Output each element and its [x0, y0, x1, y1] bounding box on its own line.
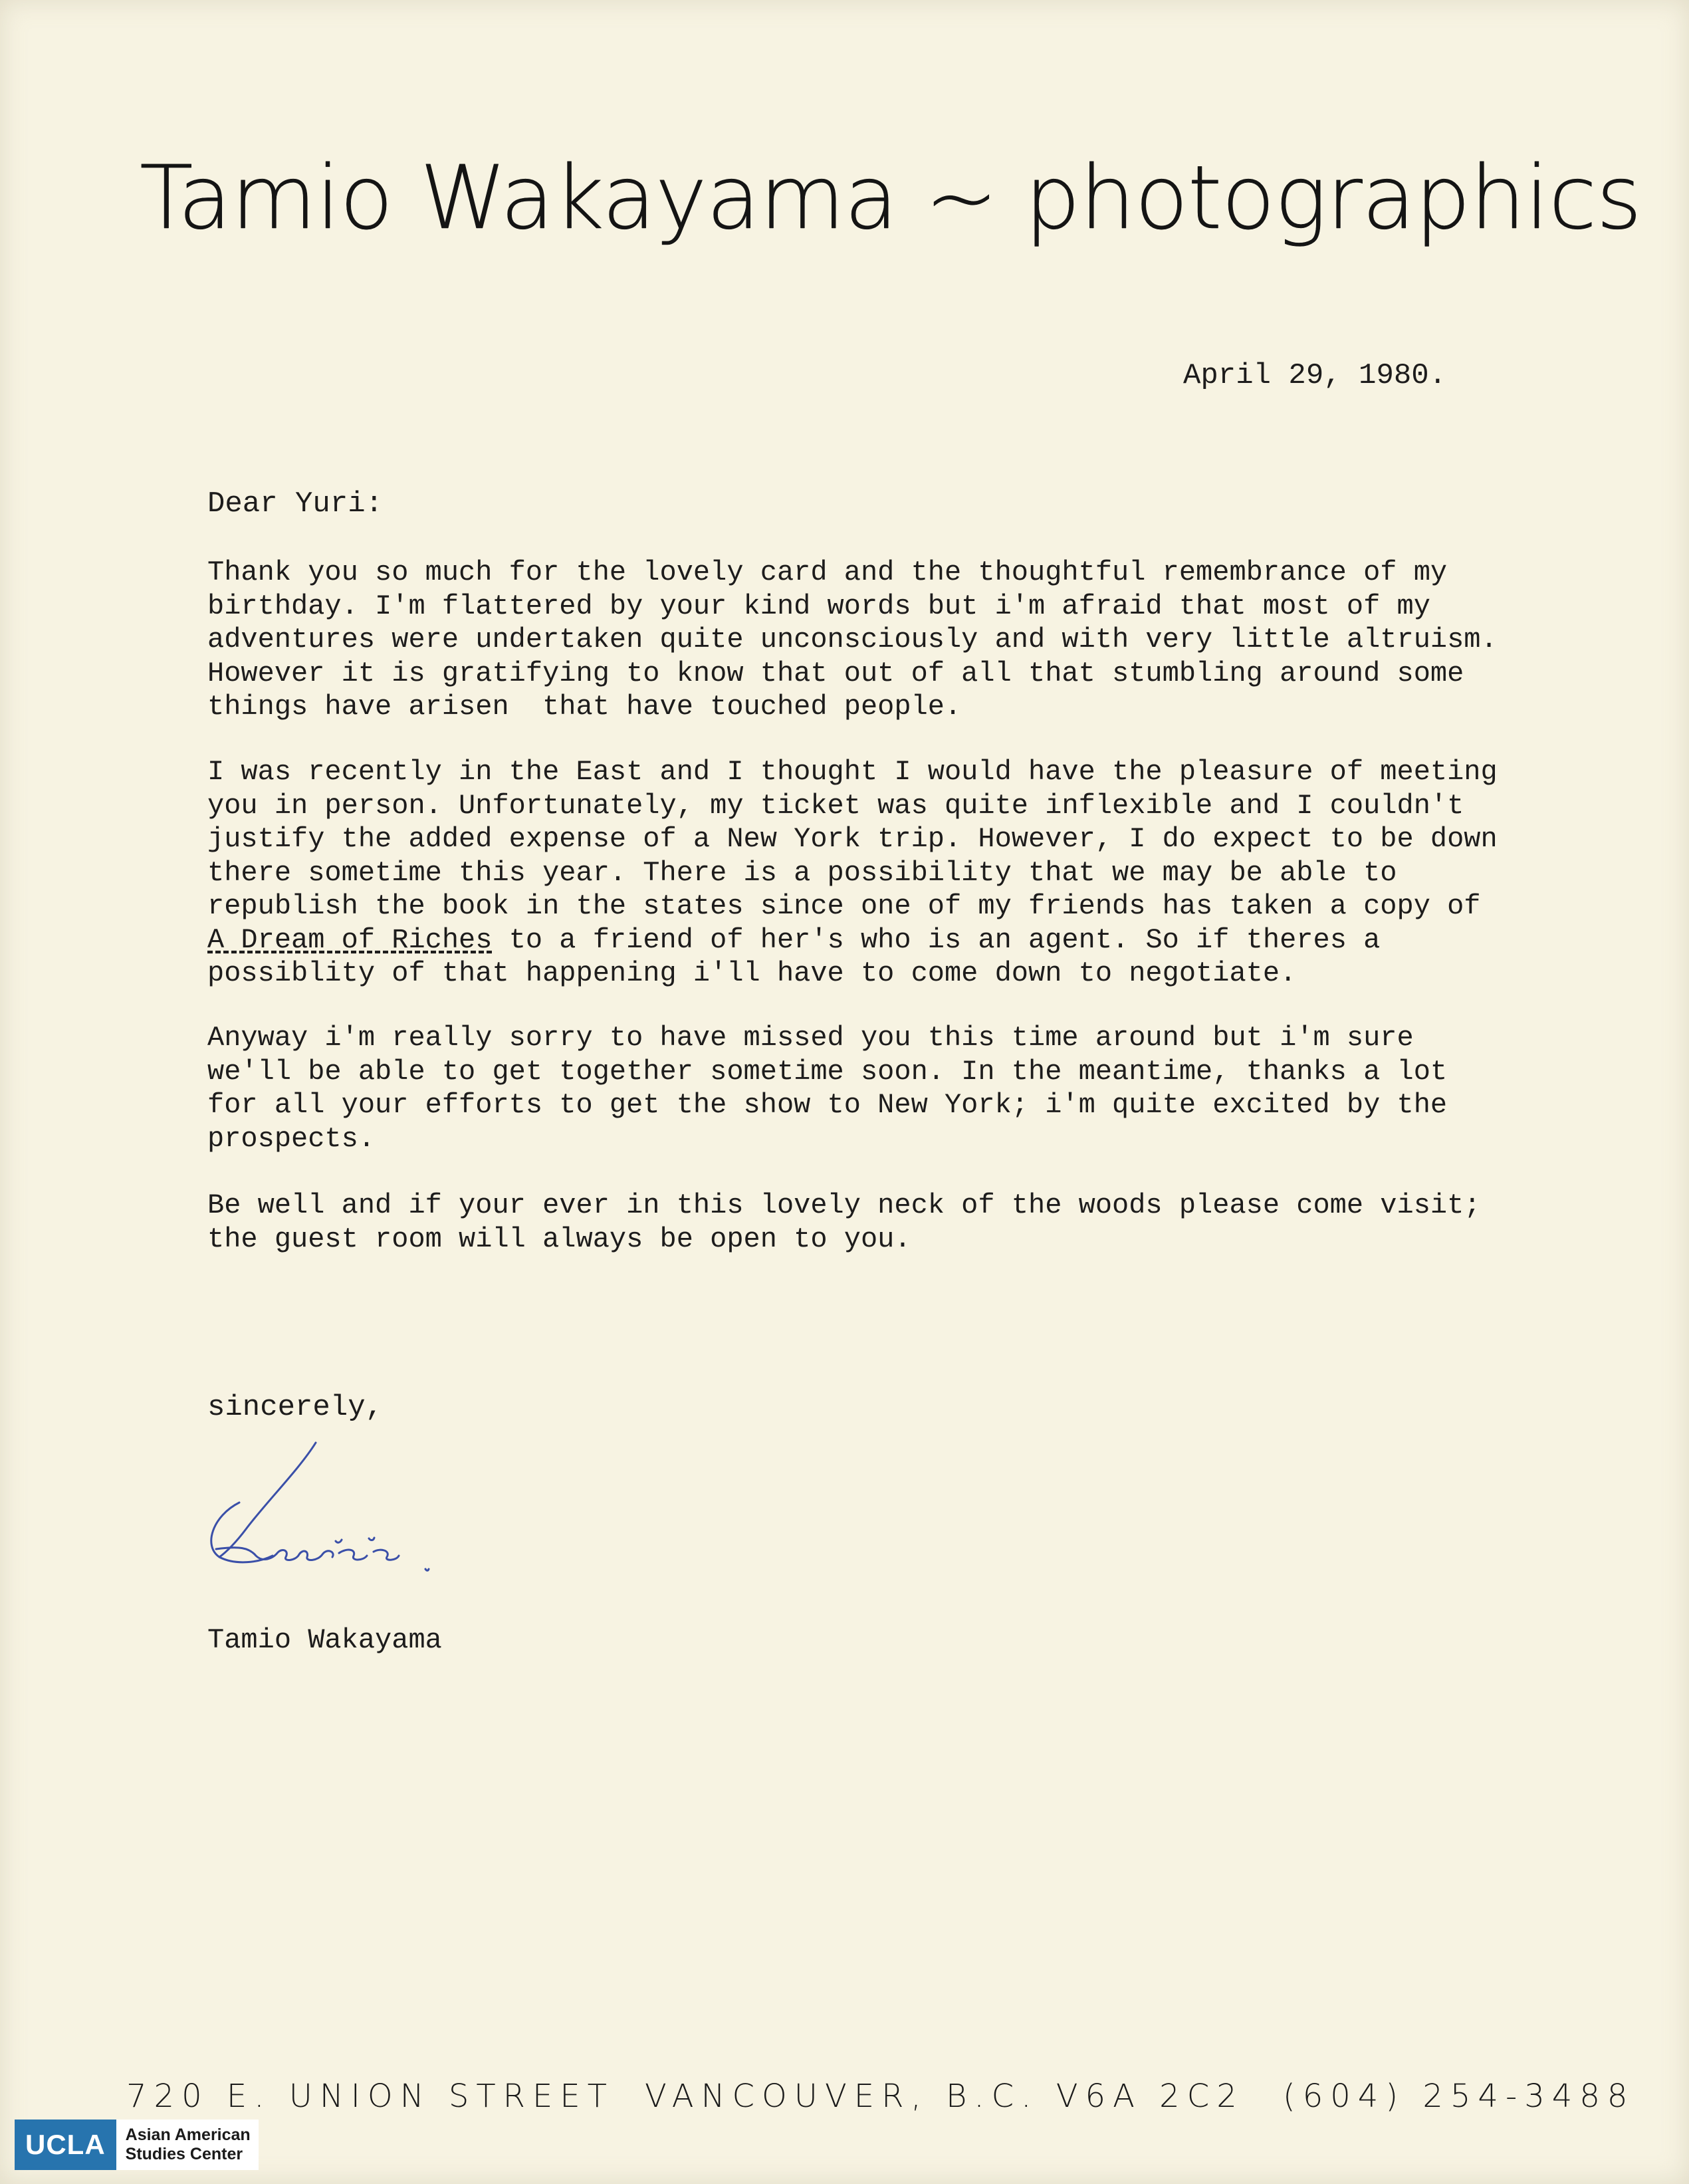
center-name: Asian American Studies Center	[125, 2125, 251, 2163]
book-title: A Dream of Riches	[207, 923, 493, 956]
paragraph-2-line7: possiblity of that happening i'll have to come down to negotiate.	[207, 957, 1297, 989]
paragraph-3: Anyway i'm really sorry to have missed you this time around but i'm sure we'll be able to get together sometime soon. In the meantime, thanks a lot for all your efforts to get the show to New York; i'm quite excited by the prospects.	[207, 1022, 1448, 1155]
paragraph-2-line6-rest: to a friend of her's who is an agent. So if theres a	[492, 923, 1381, 956]
ucla-watermark	[15, 2120, 259, 2170]
signer-name: Tamio Wakayama	[207, 1624, 442, 1656]
paragraph-2-body: I was recently in the East and I thought I would have the pleasure of meeting you in person. Unfortunately, my ticket was quite inflexible and I couldn't justify the added expense of a New York trip. However, I do expect to be down there sometime this year. There is a possibility that we may be able to republish the book in the states since one of my friends has taken a copy of	[207, 756, 1498, 922]
ucla-logo: UCLA	[15, 2120, 116, 2170]
letterhead-footer	[126, 2078, 1635, 2137]
handwritten-signature	[199, 1429, 479, 1582]
paragraph-4: Be well and if your ever in this lovely neck of the woods please come visit; the guest room will always be open to you.	[207, 1189, 1481, 1255]
footer-city: VANCOUVER, B.C. V6A 2C2	[645, 2078, 1244, 2115]
paragraph-1: Thank you so much for the lovely card and the thoughtful remembrance of my birthday. I'm flattered by your kind words but i'm afraid that most of my adventures were undertaken quite unconsciously and with very little altruism. However it is gratifying to know that out of all that stumbling around some things have arisen that have touched people.	[207, 556, 1498, 723]
salutation: Dear Yuri:	[207, 487, 384, 521]
footer-street: 720 E. UNION STREET	[126, 2078, 614, 2115]
closing: sincerely,	[207, 1391, 384, 1424]
paragraph-2	[207, 755, 1498, 991]
letterhead-title: Tamio Wakayama ~ photographics	[140, 147, 1642, 249]
footer-phone: (604) 254-3488	[1283, 2078, 1635, 2115]
letter-date: April 29, 1980.	[1183, 359, 1447, 392]
